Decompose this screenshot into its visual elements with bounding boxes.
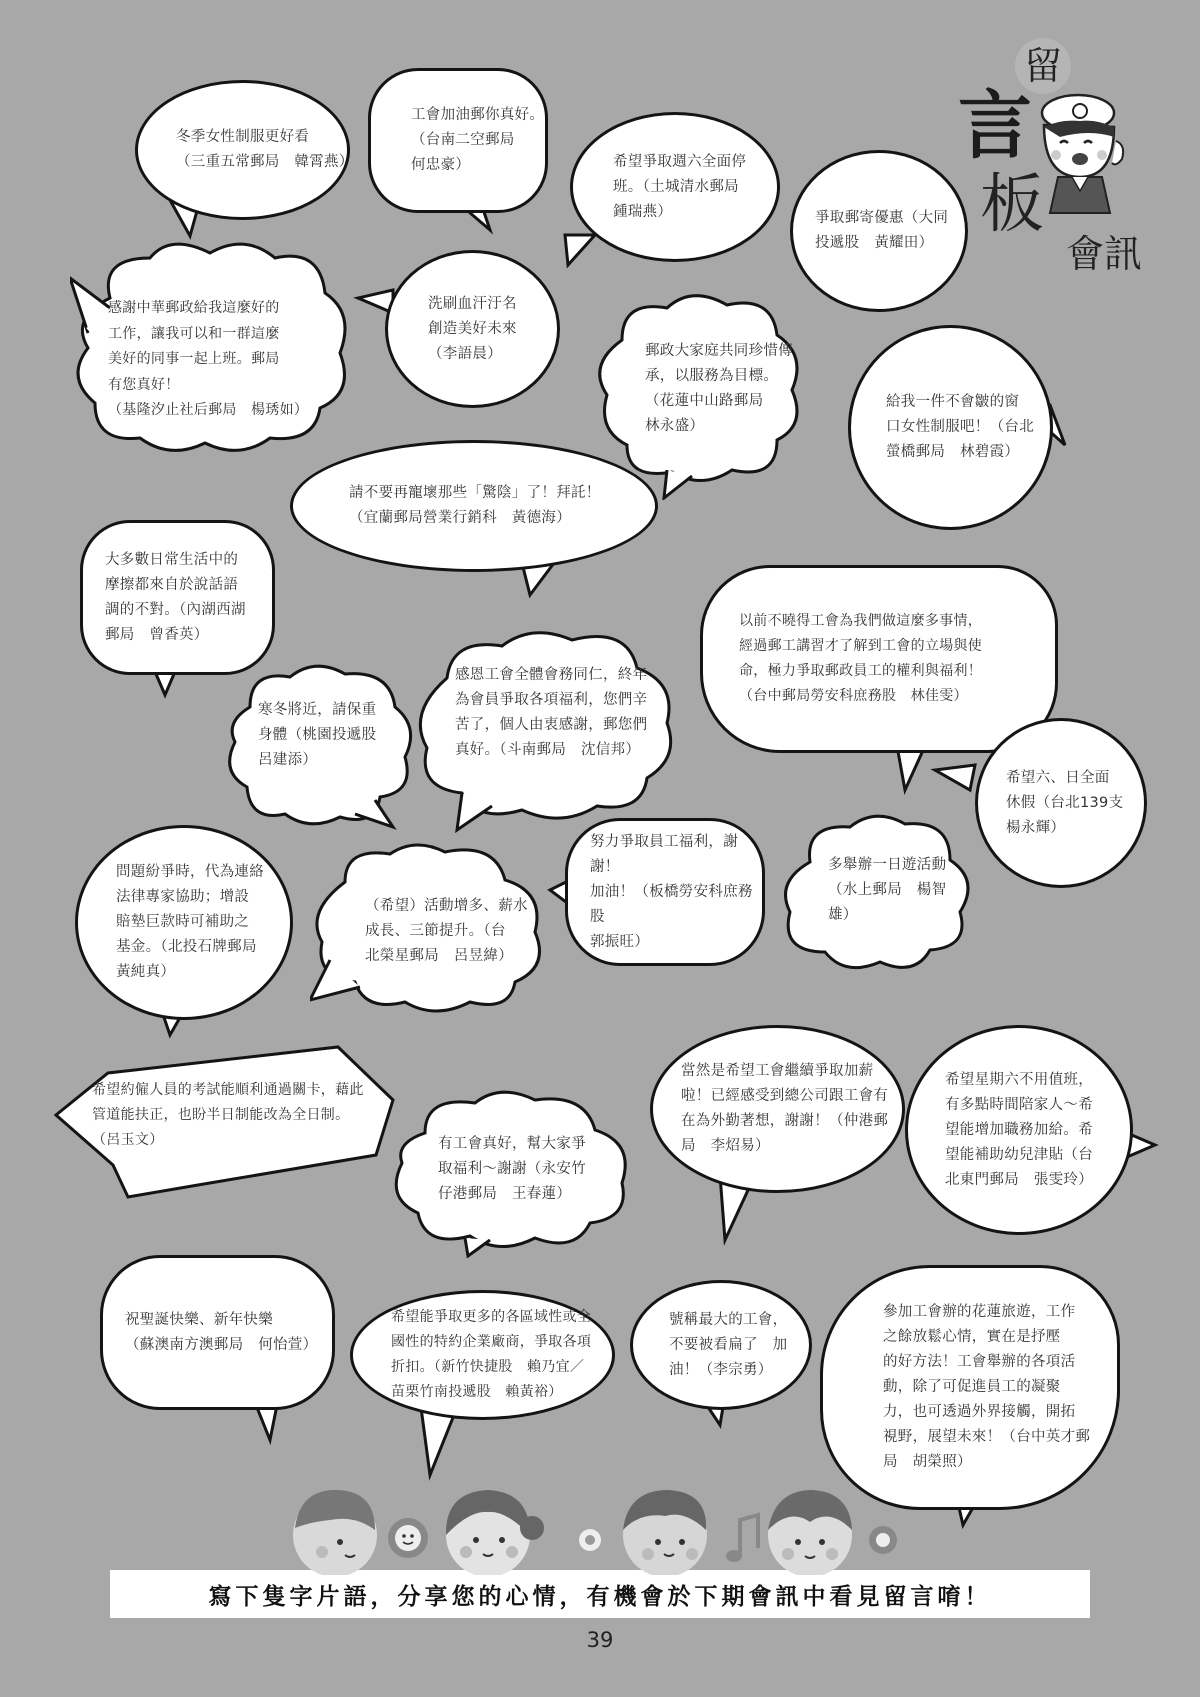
message-text: 多舉辦一日遊活動 （水上郵局 楊智雄） — [828, 856, 947, 923]
message-bubble-6 — [385, 250, 560, 408]
message-text: 當然是希望工會繼續爭取加薪 啦！已經感受到總公司跟工會有 在為外勤著想，謝謝！（仲港郵 局 李炤易） — [681, 1063, 889, 1154]
message-bubble-3 — [570, 112, 780, 262]
child-face-icon — [446, 1490, 544, 1575]
message-bubble-7 — [645, 330, 800, 448]
message-bubble-19 — [92, 1075, 382, 1155]
footer-invitation-text: 寫下隻字片語，分享您的心情，有機會於下期會訊中看見留言唷！ — [208, 1582, 992, 1610]
child-face-icon — [293, 1490, 377, 1575]
message-bubble-22 — [905, 1025, 1133, 1235]
message-text: 號稱最大的工會， 不要被看扁了 加 油！（李宗勇） — [669, 1311, 788, 1378]
message-bubble-25 — [630, 1280, 812, 1410]
message-bubble-5 — [108, 290, 333, 430]
header-liu-char: 留 — [1015, 38, 1071, 94]
message-bubble-17 — [565, 818, 765, 966]
message-bubble-23 — [100, 1255, 335, 1410]
message-bubble-1 — [135, 80, 354, 220]
message-text: 問題紛爭時，代為連絡 法律專家協助；增設 賠墊巨款時可補助之 基金。（北投石牌郵局 黃純真） — [116, 864, 264, 980]
child-face-icon — [623, 1490, 707, 1575]
message-bubble-21 — [650, 1025, 905, 1193]
message-text: 爭取郵寄優惠（大同 投遞股 黃耀田） — [815, 210, 949, 251]
message-text: 希望約僱人員的考試能順利通過關卡，藉此 管道能扶正，也盼半日制能改為全日制。 （呂玉文） — [92, 1081, 364, 1148]
message-bubble-11 — [700, 565, 1058, 753]
footer-invitation-band — [110, 1570, 1090, 1618]
message-text: 以前不曉得工會為我們做這麼多事情， 經過郵工講習才了解到工會的立場與使 命，極力爭取郵政員工的權利與福利！ （台中郵局勞安科庶務股 林佳雯） — [739, 613, 983, 704]
message-text: 希望爭取週六全面停 班。（土城清水郵局 鍾瑞燕） — [613, 153, 747, 220]
message-text: 冬季女性制服更好看 （三重五常郵局 韓霄燕） — [176, 129, 354, 170]
flower-icon — [869, 1526, 897, 1554]
message-text: 感恩工會全體會務同仁，終年 為會員爭取各項福利，您們辛 苦了，個人由衷感謝，郵您們 真好。（斗南郵局 沈信邦） — [455, 666, 648, 758]
message-text: 祝聖誕快樂、新年快樂 （蘇澳南方澳郵局 何怡萱） — [125, 1311, 318, 1353]
music-note-icon — [726, 1515, 758, 1562]
message-bubble-12 — [455, 655, 665, 770]
message-text: 希望星期六不用值班， 有多點時間陪家人～希 望能增加職務加給。希 望能補助幼兒津貼（台 北東門郵局 張雯玲） — [945, 1071, 1093, 1188]
header-yan-char: 言 — [958, 83, 1032, 169]
message-bubble-15 — [75, 825, 293, 1020]
header-huixun-title: 會訊 — [1066, 232, 1143, 276]
message-text: 給我一件不會皺的窗 口女性制服吧！（台北 螢橋郵局 林碧霞） — [886, 394, 1034, 460]
message-text: （希望）活動增多、薪水 成長、三節提升。（台 北榮星郵局 呂昱緯） — [365, 897, 528, 964]
message-bubble-13 — [258, 690, 408, 780]
message-bubble-8 — [848, 325, 1053, 530]
message-text: 參加工會辦的花蓮旅遊，工作 之餘放鬆心情，實在是抒壓 的好方法！工會舉辦的各項活 動，除了可促進員工的凝聚 力，也可透過外界接觸，開拓 視野，展望未來！（台中英才郵 局 胡榮照） — [883, 1304, 1091, 1470]
message-text: 希望能爭取更多的各區域性或全 國性的特約企業廠商，爭取各項 折扣。（新竹快捷股 賴乃宜／ 苗栗竹南投遞股 賴黃裕） — [391, 1309, 592, 1400]
message-bubble-2 — [368, 68, 548, 213]
message-text: 請不要再寵壞那些「驚陰」了！拜託！ （宜蘭郵局營業行銷科 黃德海） — [349, 485, 601, 526]
footer-faces-decoration — [290, 1480, 910, 1575]
message-text: 郵政大家庭共同珍惜傳 承，以服務為目標。 （花蓮中山路郵局 林永盛） — [645, 343, 793, 434]
message-bubble-10 — [80, 520, 275, 675]
flower-icon — [388, 1518, 428, 1558]
message-bubble-16 — [365, 885, 540, 977]
message-text: 工會加油郵你真好。 （台南二空郵局 何忠豪） — [411, 107, 545, 173]
message-text: 有工會真好，幫大家爭 取福利～謝謝（永安竹 仔港郵局 王春蓮） — [438, 1135, 586, 1202]
child-face-icon — [768, 1490, 852, 1575]
message-text: 寒冬將近，請保重 身體（桃園投遞股 呂建添） — [258, 701, 377, 768]
message-bubble-4 — [790, 150, 968, 312]
page-number: 39 — [586, 1628, 614, 1652]
flower-icon — [579, 1529, 601, 1551]
message-bubble-18 — [828, 856, 968, 923]
message-bubble-26 — [820, 1265, 1120, 1510]
message-text: 大多數日常生活中的 摩擦都來自於說話語 調的不對。（內湖西湖 郵局 曾香英） — [105, 551, 246, 643]
message-text: 感謝中華郵政給我這麼好的 工作，讓我可以和一群這麼 美好的同事一起上班。郵局 有您真好！ （基隆汐止社后郵局 楊琇如） — [108, 300, 309, 419]
message-bubble-9 — [290, 440, 658, 572]
message-bubble-24 — [350, 1290, 615, 1420]
message-text: 洗刷血汗汙名 創造美好未來 （李語晨） — [428, 295, 517, 362]
message-bubble-20 — [438, 1125, 613, 1213]
mascot-postman-illustration — [1030, 85, 1130, 215]
message-text: 希望六、日全面 休假（台北139支 楊永輝） — [1006, 769, 1124, 836]
message-text: 努力爭取員工福利，謝謝！ 加油！（板橋勞安科庶務股 郭振旺） — [590, 833, 753, 950]
message-bubble-14 — [975, 718, 1147, 888]
header-ban-char: 板 — [980, 168, 1044, 242]
